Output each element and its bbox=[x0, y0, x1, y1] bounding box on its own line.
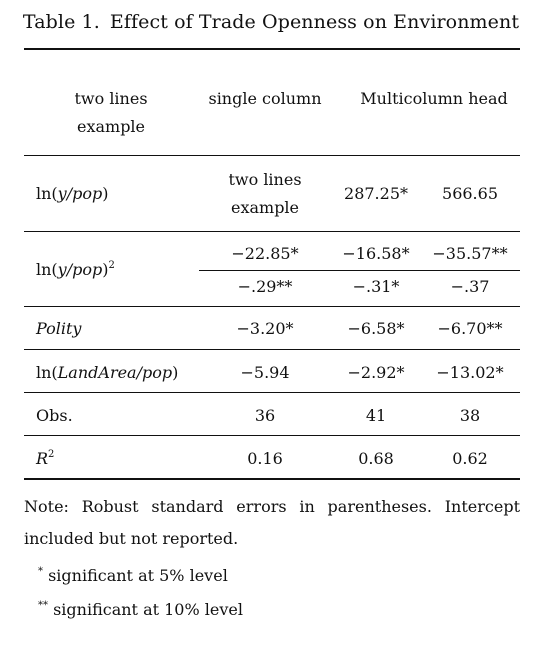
row3-col4: −6.70** bbox=[437, 319, 503, 338]
table-note: Note: Robust standard errors in parentheses. Intercept included but not reported. bbox=[24, 497, 520, 548]
row2-bottom-col3: −.31* bbox=[352, 277, 400, 296]
row1-col2-line1: two lines bbox=[228, 170, 302, 189]
header-rule bbox=[24, 155, 520, 156]
top-rule bbox=[24, 48, 520, 50]
row2-bottom-col2: −.29** bbox=[237, 277, 293, 296]
footnote-1: * significant at 5% level bbox=[38, 566, 228, 585]
row5-label: Obs. bbox=[36, 406, 73, 425]
table-caption bbox=[0, 11, 542, 33]
row3-label: Polity bbox=[36, 319, 82, 338]
row4-col3: −2.92* bbox=[347, 363, 405, 382]
footnote-2: ** significant at 10% level bbox=[38, 600, 243, 619]
row2-partial-rule bbox=[199, 270, 520, 271]
row6-col2: 0.16 bbox=[247, 449, 283, 468]
row4-col4: −13.02* bbox=[436, 363, 504, 382]
row6-col4: 0.62 bbox=[452, 449, 488, 468]
header-col2: single column bbox=[208, 89, 322, 108]
row6-label: $R^2$ bbox=[36, 449, 55, 468]
row4-rule bbox=[24, 392, 520, 393]
row1-col3: 287.25* bbox=[344, 184, 408, 203]
row2-top-col2: −22.85* bbox=[231, 244, 299, 263]
row3-col3: −6.58* bbox=[347, 319, 405, 338]
row2-bottom-col4: −.37 bbox=[450, 277, 490, 296]
row1-rule bbox=[24, 231, 520, 232]
row3-col2: −3.20* bbox=[236, 319, 294, 338]
row2-top-col4: −35.57** bbox=[432, 244, 508, 263]
row5-col2: 36 bbox=[254, 406, 276, 425]
header-col3: Multicolumn head bbox=[360, 89, 508, 108]
row2-top-col3: −16.58* bbox=[342, 244, 410, 263]
row3-rule bbox=[24, 349, 520, 350]
row5-col4: 38 bbox=[459, 406, 481, 425]
row4-col2: −5.94 bbox=[240, 363, 290, 382]
row1-label: ln(y/pop) bbox=[36, 184, 109, 203]
header-col1 bbox=[74, 85, 147, 141]
row4-label: ln(LandArea/pop) bbox=[36, 363, 179, 382]
row1-col2 bbox=[228, 166, 301, 222]
caption-label: Table 1. bbox=[22, 11, 100, 33]
row1-col2-line2: example bbox=[230, 198, 300, 217]
row1-col4: 566.65 bbox=[442, 184, 498, 203]
bottom-rule bbox=[24, 478, 520, 480]
row6-col3: 0.68 bbox=[358, 449, 394, 468]
row2-rule bbox=[24, 306, 520, 307]
row5-rule bbox=[24, 435, 520, 436]
row2-label: $\ln(y/pop)^2$ bbox=[36, 260, 115, 279]
header-col1-line2: example bbox=[76, 117, 146, 136]
caption-title: Effect of Trade Openness on Environment bbox=[109, 11, 520, 33]
header-col1-line1: two lines bbox=[74, 89, 148, 108]
row5-col3: 41 bbox=[365, 406, 387, 425]
